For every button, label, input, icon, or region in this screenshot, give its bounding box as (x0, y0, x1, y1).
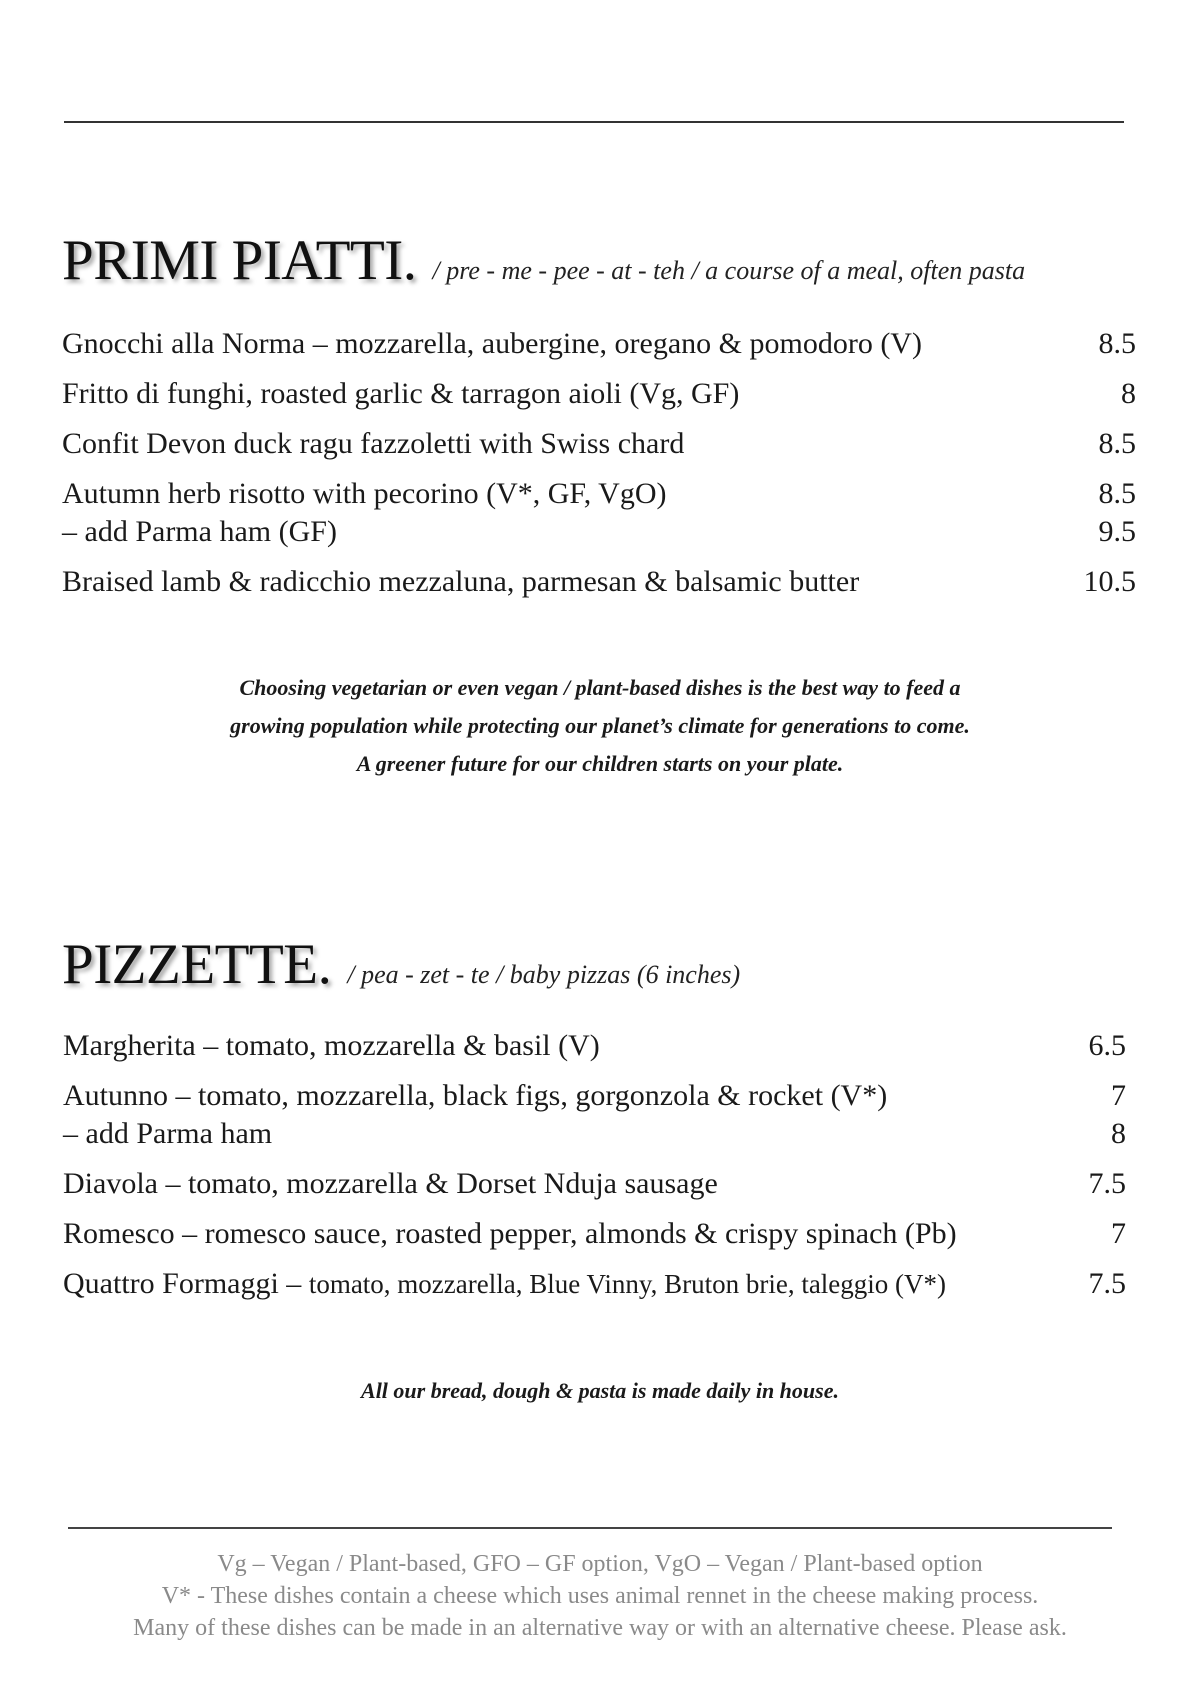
item-addon-price: 9.5 (1098, 515, 1136, 548)
primi-list (62, 325, 1136, 613)
item-price: 6.5 (1088, 1029, 1126, 1062)
item-name-detail: tomato, mozzarella, Blue Vinny, Bruton brie, taleggio (V*) (308, 1269, 947, 1299)
item-name: Gnocchi alla Norma – mozzarella, aubergine, oregano & pomodoro (V) (62, 327, 922, 360)
item-name: Fritto di funghi, roasted garlic & tarragon aioli (Vg, GF) (62, 377, 740, 410)
item-price: 10.5 (1083, 565, 1136, 598)
house-made-note (0, 1372, 1200, 1410)
item-price: 8 (1121, 377, 1136, 410)
item-price: 7.5 (1088, 1167, 1126, 1200)
item-addon: – add Parma ham (63, 1117, 273, 1150)
list-item (63, 1027, 1126, 1065)
pizzette-title: PIZZETTE. (62, 933, 332, 996)
note-line: growing population while protecting our planet’s climate for generations to come. (230, 713, 970, 738)
pizzette-header (62, 933, 741, 996)
item-price: 7 (1111, 1217, 1126, 1250)
top-divider (64, 121, 1124, 123)
pizzette-subtitle: / pea - zet - te / baby pizzas (6 inches) (347, 960, 741, 989)
list-item (63, 1165, 1126, 1203)
list-item (62, 375, 1136, 413)
item-price: 8.5 (1098, 427, 1136, 460)
item-name: Margherita – tomato, mozzarella & basil (V) (63, 1029, 600, 1062)
list-item (63, 1077, 1126, 1153)
list-item (63, 1215, 1126, 1253)
legend-line: Many of these dishes can be made in an alternative way or with an alternative cheese. Please ask. (133, 1615, 1067, 1641)
primi-header (62, 229, 1026, 292)
item-addon: – add Parma ham (GF) (62, 515, 337, 548)
sustainability-note (0, 669, 1200, 783)
list-item (62, 563, 1136, 601)
item-price: 8.5 (1098, 327, 1136, 360)
legend-line: Vg – Vegan / Plant-based, GFO – GF option, VgO – Vegan / Plant-based option (217, 1551, 983, 1577)
item-price: 7 (1111, 1079, 1126, 1112)
note-line: Choosing vegetarian or even vegan / plant-based dishes is the best way to feed a (239, 675, 961, 700)
item-name-main: Quattro Formaggi – (63, 1267, 309, 1300)
item-price: 8.5 (1098, 477, 1136, 510)
list-item (63, 1265, 1126, 1303)
item-addon-price: 8 (1111, 1117, 1126, 1150)
item-name: Diavola – tomato, mozzarella & Dorset Nduja sausage (63, 1167, 718, 1200)
item-name: Autunno – tomato, mozzarella, black figs, gorgonzola & rocket (V*) (63, 1079, 888, 1112)
list-item (62, 475, 1136, 551)
item-name (63, 1265, 1069, 1303)
pizzette-list (63, 1027, 1126, 1315)
list-item (62, 325, 1136, 363)
item-name: Romesco – romesco sauce, roasted pepper, almonds & crispy spinach (Pb) (63, 1217, 957, 1250)
bottom-divider (68, 1527, 1112, 1529)
dietary-legend (0, 1548, 1200, 1644)
item-price: 7.5 (1088, 1267, 1126, 1300)
legend-line: V* - These dishes contain a cheese which uses animal rennet in the cheese making process. (161, 1583, 1039, 1609)
item-name: Autumn herb risotto with pecorino (V*, GF, VgO) (62, 477, 667, 510)
item-name: Braised lamb & radicchio mezzaluna, parmesan & balsamic butter (62, 565, 860, 598)
note-line: All our bread, dough & pasta is made daily in house. (361, 1378, 839, 1403)
list-item (62, 425, 1136, 463)
item-name: Confit Devon duck ragu fazzoletti with Swiss chard (62, 427, 685, 460)
primi-subtitle: / pre - me - pee - at - teh / a course of a meal, often pasta (432, 256, 1026, 285)
primi-title: PRIMI PIATTI. (62, 229, 417, 292)
note-line: A greener future for our children starts on your plate. (356, 751, 844, 776)
